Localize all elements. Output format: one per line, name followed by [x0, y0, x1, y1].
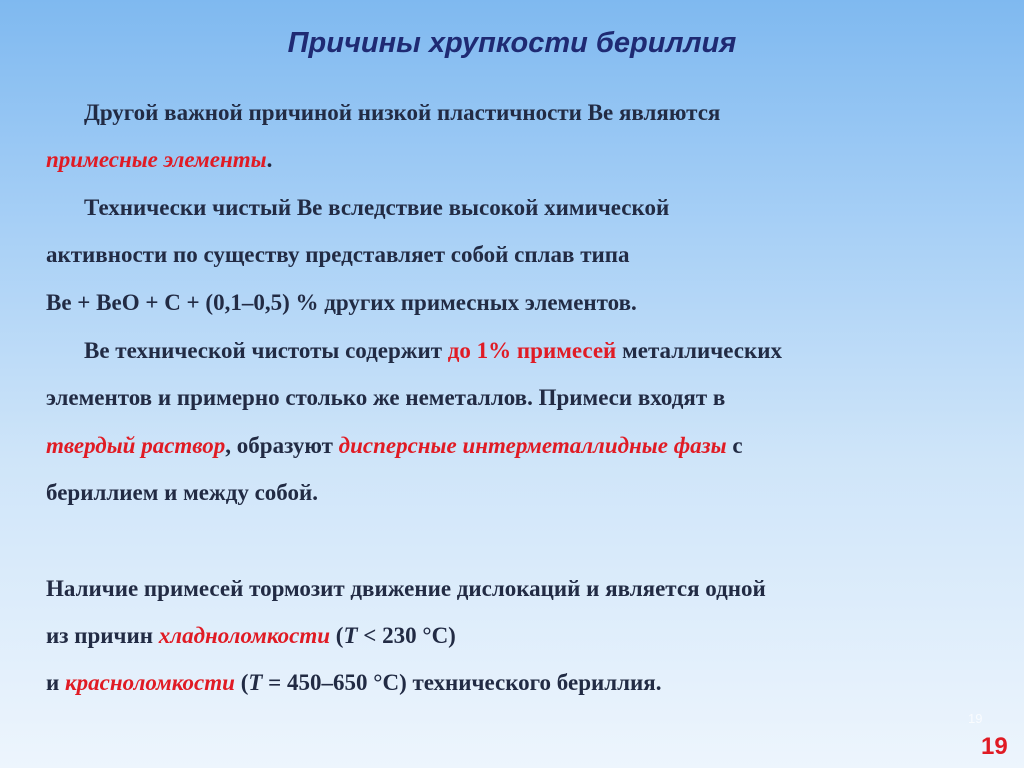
- paragraph-1-line-1: Другой важной причиной низкой пластичности Be являются: [84, 100, 721, 125]
- highlight-cold-brittleness: хладноломкости: [158, 623, 331, 648]
- text-fragment: (: [330, 623, 344, 648]
- temperature-symbol: T: [248, 670, 263, 695]
- highlight-intermetallic-phases: дисперсные интерметаллидные фазы: [338, 433, 727, 458]
- page-number: 19: [981, 733, 1008, 760]
- paragraph-2-line-2: активности по существу представляет собой сплав типа: [46, 242, 630, 267]
- temperature-symbol: T: [343, 623, 358, 648]
- paragraph-2-line-1: Технически чистый Be вследствие высокой химической: [84, 195, 670, 220]
- text-fragment: металлических: [616, 338, 782, 363]
- watermark-page-number: 19: [968, 711, 983, 726]
- text-fragment: < 230 °C): [357, 623, 456, 648]
- text-fragment: и: [46, 670, 66, 695]
- paragraph-4-line-2: [46, 622, 456, 650]
- highlight-impurity-percent: до 1% примесей: [447, 338, 617, 363]
- paragraph-3-line-3: [46, 432, 743, 460]
- slide-title: Причины хрупкости бериллия: [287, 27, 737, 59]
- text-fragment: Be технической чистоты содержит: [84, 338, 448, 363]
- paragraph-3-line-1: [84, 337, 782, 365]
- highlight-hot-brittleness: красноломкости: [65, 670, 235, 695]
- paragraph-3-line-2: элементов и примерно столько же неметаллов. Примеси входят в: [46, 385, 726, 410]
- text-fragment: из причин: [46, 623, 159, 648]
- text-fragment: = 450–650 °C) технического бериллия.: [262, 670, 662, 695]
- paragraph-3-line-4: бериллием и между собой.: [46, 480, 318, 505]
- text-fragment: (: [234, 670, 249, 695]
- highlight-impurity-elements: примесные элементы: [46, 147, 267, 172]
- paragraph-2-line-3: Be + BeO + C + (0,1–0,5) % других примесных элементов.: [46, 290, 637, 315]
- text-fragment: с: [726, 433, 743, 458]
- paragraph-1-line-2: [46, 146, 272, 174]
- highlight-solid-solution: твердый раствор: [46, 433, 226, 458]
- text-fragment: .: [266, 147, 273, 172]
- paragraph-4-line-1: Наличие примесей тормозит движение дислокаций и является одной: [46, 576, 766, 601]
- text-fragment: , образуют: [225, 433, 339, 458]
- paragraph-4-line-3: [46, 669, 662, 697]
